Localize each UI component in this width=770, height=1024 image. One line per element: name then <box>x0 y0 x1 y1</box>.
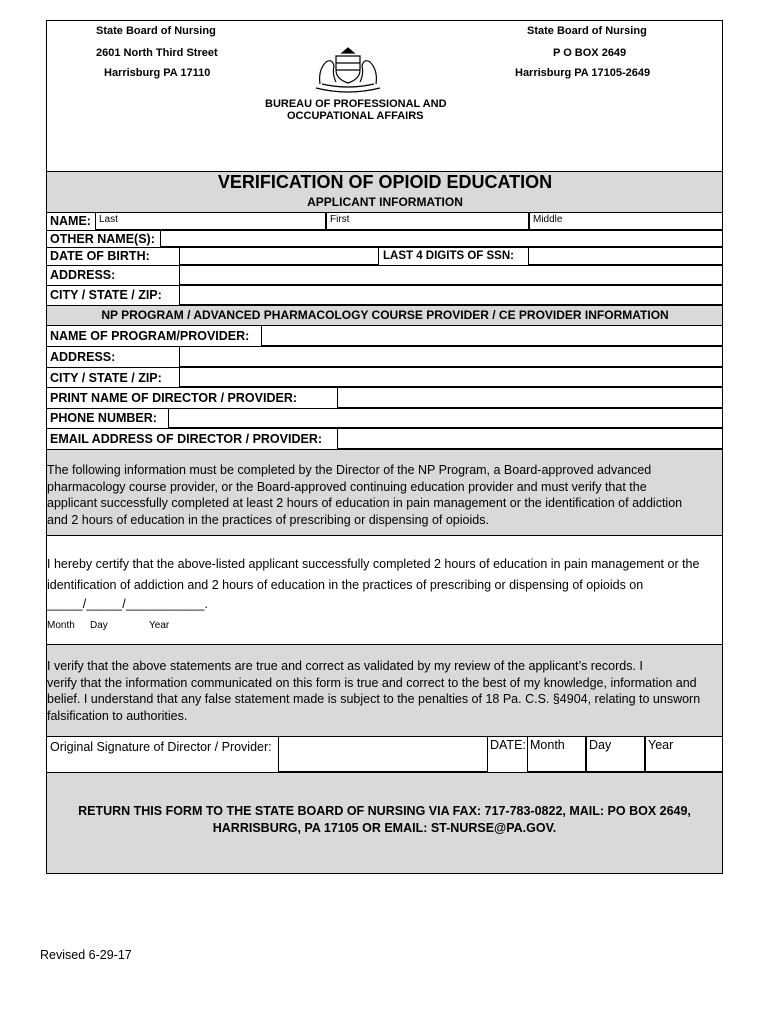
dob-label: DATE OF BIRTH: <box>50 249 150 263</box>
signature-field[interactable] <box>278 736 488 772</box>
other-names-label: OTHER NAME(S): <box>50 232 155 246</box>
certification-date-blank[interactable]: _____/_____/___________. <box>47 597 209 611</box>
sig-year-field[interactable] <box>645 736 723 772</box>
phone-field[interactable] <box>168 408 723 428</box>
cert-year-hint: Year <box>149 620 170 631</box>
right-city: Harrisburg PA 17105-2649 <box>515 67 651 79</box>
first-name-hint: First <box>330 214 350 225</box>
applicant-city-label: CITY / STATE / ZIP: <box>50 288 162 302</box>
provider-section-title: NP PROGRAM / ADVANCED PHARMACOLOGY COURSE PROVIDER / CE PROVIDER INFORMATION <box>101 308 669 322</box>
applicant-city-field[interactable] <box>179 285 723 305</box>
name-label: NAME: <box>50 214 91 228</box>
cert-month-hint: Month <box>47 620 75 631</box>
return-note: RETURN THIS FORM TO THE STATE BOARD OF NURSING VIA FAX: 717-783-0822, MAIL: PO BOX 2649, HARRISBURG, PA 17105 OR EMAIL: ST-NURSE@PA.GOV. <box>78 804 691 835</box>
left-office: State Board of Nursing <box>96 25 216 37</box>
ssn-label: LAST 4 DIGITS OF SSN: <box>383 250 514 262</box>
last-name-field[interactable] <box>95 212 326 230</box>
sig-month-field[interactable] <box>527 736 586 772</box>
provider-city-label: CITY / STATE / ZIP: <box>50 371 162 385</box>
right-box: P O BOX 2649 <box>553 47 627 59</box>
certification-line1: I hereby certify that the above-listed applicant successfully completed 2 hours of education in pain management or the <box>47 557 700 571</box>
left-city: Harrisburg PA 17110 <box>104 67 211 79</box>
provider-city-field[interactable] <box>179 367 723 387</box>
bureau-line1: BUREAU OF PROFESSIONAL AND <box>265 98 447 110</box>
dob-field[interactable] <box>179 247 379 265</box>
program-label: NAME OF PROGRAM/PROVIDER: <box>50 329 250 343</box>
phone-label: PHONE NUMBER: <box>50 411 157 425</box>
sig-year-hint: Year <box>648 738 674 752</box>
bureau-line2: OCCUPATIONAL AFFAIRS <box>287 110 424 122</box>
program-field[interactable] <box>261 325 723 346</box>
sig-day-hint: Day <box>589 738 612 752</box>
sig-date-label: DATE: <box>490 738 526 752</box>
provider-address-label: ADDRESS: <box>50 350 116 364</box>
last-name-hint: Last <box>99 214 118 225</box>
director-field[interactable] <box>337 387 723 408</box>
verification-text: I verify that the above statements are true and correct as validated by my review of the applicant’s records. I verify that the information communicated on this form is true and correct to the best of my knowledge, information and belief. I understand that any false statement made is subject to the penalties of 18 Pa. C.S. §4904, relating to unsworn falsification to authorities. <box>47 659 701 723</box>
first-name-field[interactable] <box>326 212 529 230</box>
revised-date: Revised 6-29-17 <box>40 948 132 962</box>
instructions-text: The following information must be completed by the Director of the NP Program, a Board-approved advanced pharmacology course provider, or the Board-approved continuing education provider and must verify that the applicant successfully completed at least 2 hours of education in pain management or the identification of addiction and 2 hours of education in the practices of prescribing or dispensing of opioids. <box>47 463 683 527</box>
applicant-address-label: ADDRESS: <box>50 268 116 282</box>
applicant-address-field[interactable] <box>179 265 723 285</box>
signature-label: Original Signature of Director / Provider: <box>50 740 272 754</box>
provider-address-field[interactable] <box>179 346 723 367</box>
ssn-field[interactable] <box>528 247 723 265</box>
cert-day-hint: Day <box>90 620 108 631</box>
applicant-section-title: APPLICANT INFORMATION <box>307 195 463 209</box>
sig-day-field[interactable] <box>586 736 645 772</box>
email-label: EMAIL ADDRESS OF DIRECTOR / PROVIDER: <box>50 432 323 446</box>
sig-month-hint: Month <box>530 738 565 752</box>
other-names-field[interactable] <box>160 230 723 247</box>
certification-line2: identification of addiction and 2 hours of education in the practices of prescribing or dispensing of opioids on <box>47 578 644 592</box>
right-office: State Board of Nursing <box>527 25 647 37</box>
left-street: 2601 North Third Street <box>96 47 218 59</box>
middle-name-hint: Middle <box>533 214 563 225</box>
form-title: VERIFICATION OF OPIOID EDUCATION <box>217 172 553 192</box>
director-label: PRINT NAME OF DIRECTOR / PROVIDER: <box>50 391 298 405</box>
email-field[interactable] <box>337 428 723 449</box>
middle-name-field[interactable] <box>529 212 723 230</box>
pennsylvania-coat-of-arms-icon <box>310 44 386 94</box>
